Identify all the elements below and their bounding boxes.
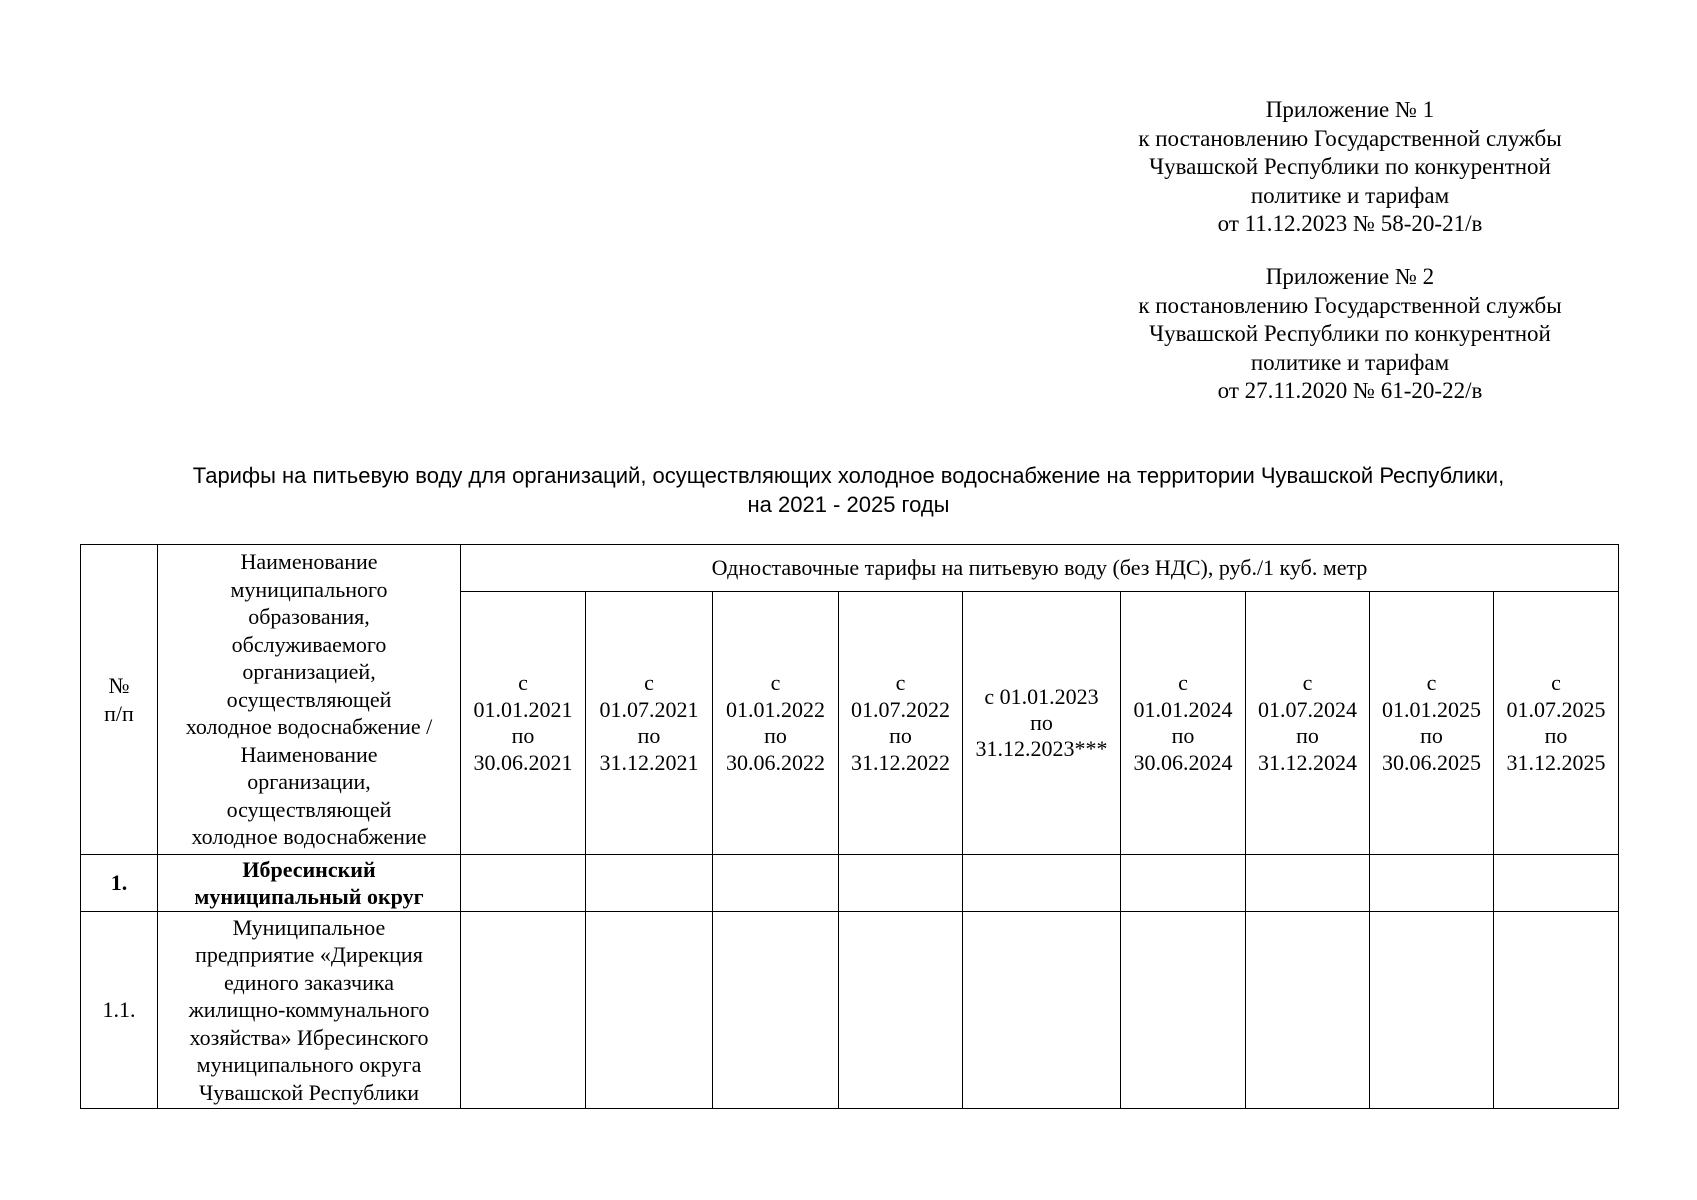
header-name-line: образования,	[248, 604, 370, 630]
tariff-value-cell	[963, 912, 1121, 1109]
tariff-value-cell	[586, 912, 713, 1109]
header-name-line: организации,	[247, 769, 371, 795]
header-name-line: организацией,	[242, 659, 376, 685]
tariff-value-cell	[713, 912, 839, 1109]
period-line: 31.12.2023***	[975, 736, 1108, 761]
appendix-2-line: к постановлению Государственной службы	[1138, 292, 1562, 318]
row-name-line: предприятие «Дирекция	[195, 942, 423, 968]
appendix-1-line: Приложение № 1	[1265, 97, 1435, 122]
header-name-line: обслуживаемого	[231, 631, 387, 657]
header-name-line: холодное водоснабжение	[191, 824, 427, 850]
header-number-line: №	[108, 672, 130, 698]
period-header-cell	[586, 592, 713, 855]
tariff-table	[80, 544, 1619, 1109]
tariff-value-cell	[1494, 855, 1619, 912]
period-line: с	[518, 670, 528, 695]
period-line: 30.06.2021	[473, 749, 573, 775]
header-number-line: п/п	[104, 700, 134, 726]
document-title-line-2: на 2021 - 2025 годы	[747, 492, 950, 517]
header-name-line: Наименование	[240, 741, 378, 767]
period-header-cell	[963, 592, 1121, 855]
row-name-line: Ибресинский	[242, 856, 376, 882]
period-line: 31.12.2022	[851, 749, 950, 775]
period-header-cell	[713, 592, 839, 855]
header-name-line: осуществляющей	[226, 686, 392, 712]
appendix-2-header	[1040, 263, 1660, 406]
tariff-value-cell	[1370, 855, 1494, 912]
appendix-2-line: от 27.11.2020 № 61-20-22/в	[1217, 378, 1483, 403]
row-name-line: жилищно-коммунального	[188, 997, 430, 1023]
period-line: 30.06.2022	[726, 749, 825, 775]
period-line: 01.07.2022	[851, 696, 950, 722]
document-title	[0, 461, 1697, 519]
appendix-1-line: к постановлению Государственной службы	[1138, 125, 1562, 151]
row-name-line: Чувашской Республики	[198, 1079, 420, 1105]
row-name-cell	[158, 912, 461, 1109]
period-header-cell	[1246, 592, 1370, 855]
tariff-value-cell	[1246, 912, 1370, 1109]
period-line: по	[764, 723, 787, 748]
tariff-value-cell	[1121, 912, 1246, 1109]
period-line: по	[511, 723, 535, 748]
period-header-cell	[1494, 592, 1619, 855]
period-line: 30.06.2025	[1382, 749, 1481, 775]
period-line: с	[1426, 670, 1437, 695]
period-line: по	[1171, 723, 1195, 748]
appendix-1-line: Чувашской Республики по конкурентной	[1149, 154, 1551, 179]
period-line: с	[1551, 670, 1561, 695]
period-line: 01.07.2021	[599, 696, 699, 722]
row-number-cell: 1.1.	[81, 912, 158, 1109]
appendix-2-line: Чувашской Республики по конкурентной	[1149, 321, 1551, 346]
header-name-cell	[158, 545, 461, 855]
period-line: с	[1178, 670, 1188, 695]
tariff-value-cell	[461, 912, 586, 1109]
table-header-row	[81, 545, 1619, 592]
tariff-value-cell	[1246, 855, 1370, 912]
period-line: 01.07.2025	[1506, 696, 1606, 722]
header-name-line: холодное водоснабжение /	[185, 714, 433, 740]
appendix-2-line: Приложение № 2	[1265, 264, 1435, 289]
period-line: с	[1302, 670, 1313, 695]
period-line: с 01.01.2023	[984, 684, 1099, 709]
row-name-line: муниципального округа	[196, 1052, 422, 1078]
header-name-line: муниципального	[230, 576, 388, 602]
appendix-1-line: от 11.12.2023 № 58-20-21/в	[1217, 211, 1483, 236]
period-header-cell	[839, 592, 963, 855]
tariff-value-cell	[461, 855, 586, 912]
appendix-1-header	[1040, 96, 1660, 239]
appendix-2-line: политике и тарифам	[1250, 349, 1450, 375]
tariff-value-cell	[839, 912, 963, 1109]
period-line: 01.07.2024	[1258, 696, 1357, 722]
table-row	[81, 855, 1619, 912]
period-line: по	[889, 723, 912, 748]
tariff-value-cell	[839, 855, 963, 912]
header-tariff-group: Одноставочные тарифы на питьевую воду (без НДС), руб./1 куб. метр	[461, 545, 1619, 592]
row-name-cell	[158, 855, 461, 912]
appendix-1-line: политике и тарифам	[1250, 182, 1450, 208]
period-line: 31.12.2025	[1506, 749, 1606, 775]
period-header-cell	[1370, 592, 1494, 855]
tariff-value-cell	[1121, 855, 1246, 912]
tariff-value-cell	[1370, 912, 1494, 1109]
period-line: 30.06.2024	[1133, 749, 1233, 775]
tariff-value-cell	[1494, 912, 1619, 1109]
period-header-cell	[461, 592, 586, 855]
period-line: 01.01.2021	[473, 696, 573, 722]
tariff-value-cell	[713, 855, 839, 912]
period-line: по	[1420, 723, 1443, 748]
period-line: с	[895, 670, 906, 695]
table-row	[81, 912, 1619, 1109]
header-name-line: осуществляющей	[226, 796, 392, 822]
period-line: по	[637, 723, 661, 748]
period-header-cell	[1121, 592, 1246, 855]
period-line: 01.01.2024	[1133, 696, 1233, 722]
period-line: по	[1296, 723, 1319, 748]
tariff-value-cell	[586, 855, 713, 912]
period-line: 01.01.2022	[726, 696, 825, 722]
period-line: по	[1030, 710, 1053, 735]
period-line: с	[644, 670, 654, 695]
tariff-value-cell	[963, 855, 1121, 912]
period-line: 31.12.2021	[599, 749, 699, 775]
document-title-line-1: Тарифы на питьевую воду для организаций, осуществляющих холодное водоснабжение на территории Чувашской Республики,	[192, 463, 1505, 488]
row-name-line: муниципальный округ	[194, 884, 424, 909]
row-number-cell: 1.	[81, 855, 158, 912]
period-line: 01.01.2025	[1382, 696, 1481, 722]
header-name-line: Наименование	[240, 549, 378, 575]
period-line: 31.12.2024	[1258, 749, 1357, 775]
period-line: по	[1544, 723, 1568, 748]
row-name-line: единого заказчика	[224, 969, 394, 995]
period-line: с	[770, 670, 781, 695]
row-name-line: хозяйства» Ибресинского	[189, 1024, 429, 1050]
header-number-cell	[81, 545, 158, 855]
row-name-line: Муниципальное	[232, 914, 386, 940]
